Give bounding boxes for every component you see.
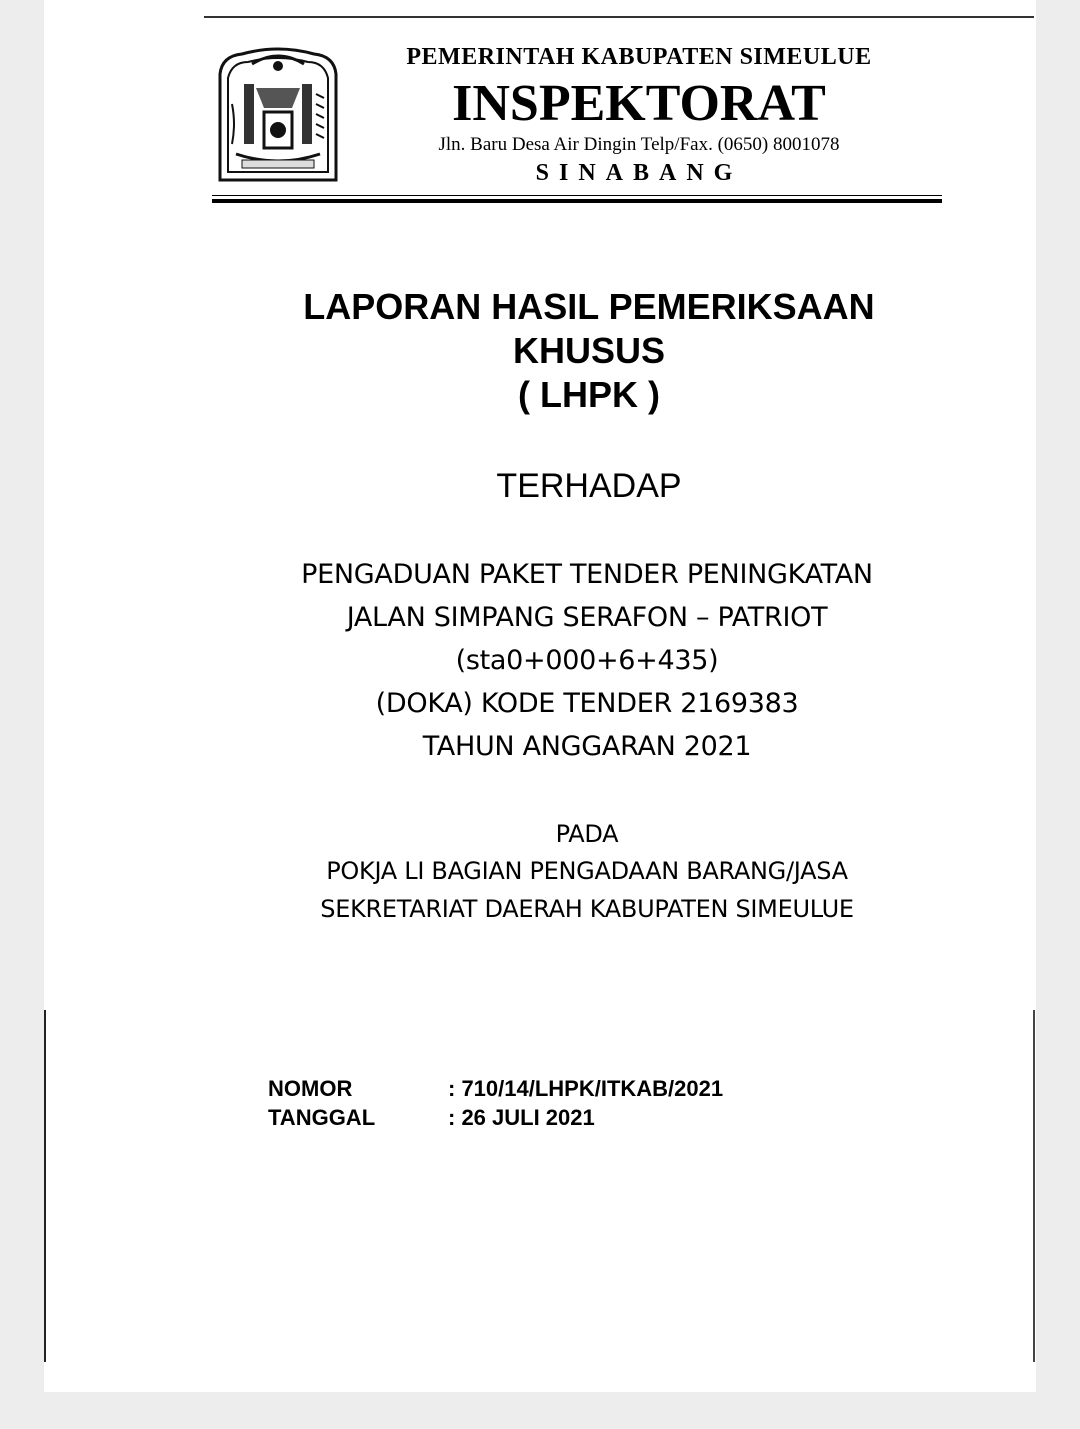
nomor-value: : 710/14/LHPK/ITKAB/2021 (448, 1076, 724, 1101)
government-name: PEMERINTAH KABUPATEN SIMEULUE (406, 44, 872, 70)
subject-line: (sta0+000+6+435) (455, 645, 719, 676)
agency-city: SINABANG (535, 160, 743, 186)
subject-line: PENGADUAN PAKET TENDER PENINGKATAN (301, 559, 873, 590)
location-line: PADA (555, 820, 619, 848)
nomor-label: NOMOR (268, 1076, 353, 1101)
scan-top-edge (204, 16, 1034, 18)
report-title-abbreviation: ( LHPK ) (518, 374, 660, 415)
document-page (44, 0, 1036, 1392)
location-line: SEKRETARIAT DAERAH KABUPATEN SIMEULUE (320, 895, 854, 923)
subject-line: TAHUN ANGGARAN 2021 (422, 731, 752, 762)
letterhead-rule (212, 199, 942, 203)
subject-line: JALAN SIMPANG SERAFON – PATRIOT (346, 602, 828, 633)
location-line: POKJA LI BAGIAN PENGADAAN BARANG/JASA (326, 857, 848, 885)
agency-name: INSPEKTORAT (452, 75, 826, 132)
regency-emblem-icon (212, 44, 344, 184)
report-title-line-2: KHUSUS (512, 330, 665, 371)
scan-right-edge (1033, 1010, 1035, 1362)
scan-left-edge (44, 1010, 46, 1362)
tanggal-value: : 26 JULI 2021 (448, 1105, 595, 1130)
subject-line: (DOKA) KODE TENDER 2169383 (375, 688, 799, 719)
tanggal-label: TANGGAL (268, 1105, 376, 1130)
report-title-line-1: LAPORAN HASIL PEMERIKSAAN (303, 286, 875, 327)
agency-address: Jln. Baru Desa Air Dingin Telp/Fax. (0650) 8001078 (438, 134, 840, 155)
report-connector: TERHADAP (496, 467, 682, 505)
letterhead-rule-thin (212, 195, 942, 196)
